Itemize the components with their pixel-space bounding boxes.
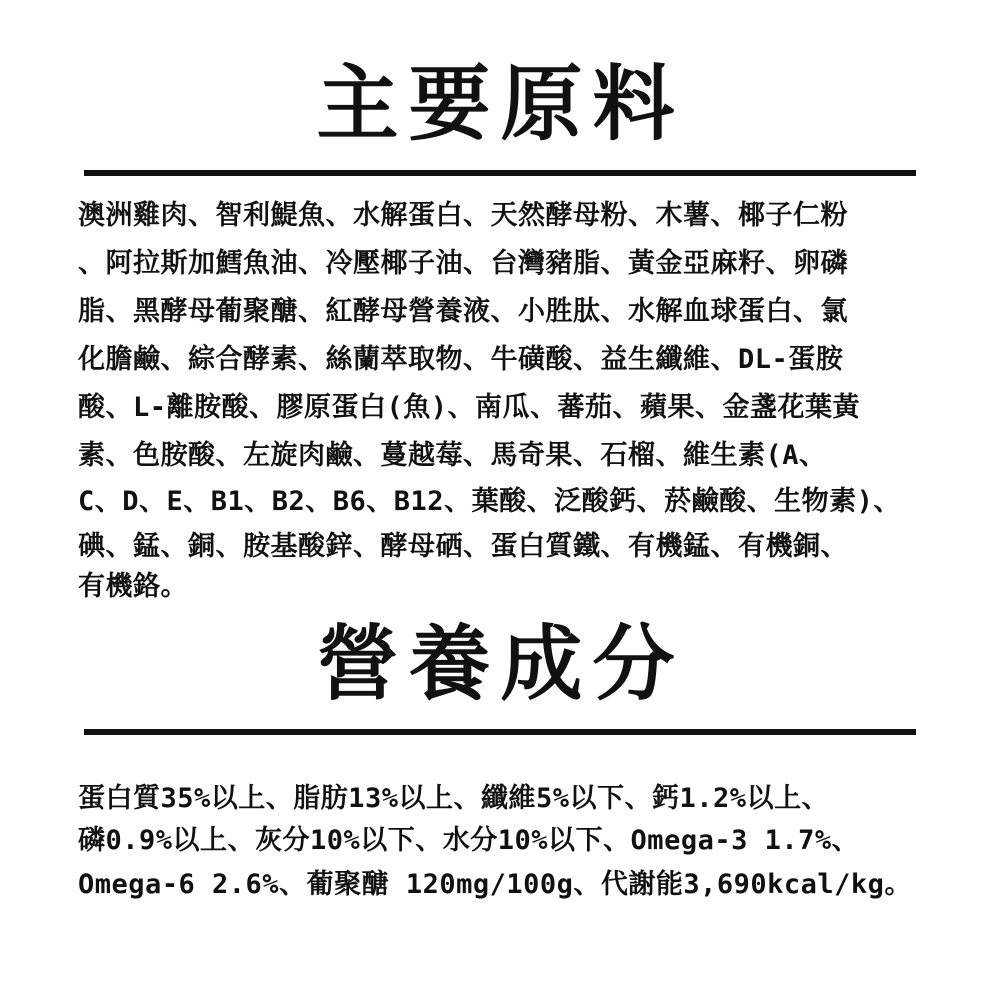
nutrition-divider <box>84 729 916 735</box>
nutrition-line: 蛋白質35%以上、脂肪13%以上、纖維5%以下、鈣1.2%以上、 <box>78 783 830 814</box>
ingredients-line: 素、色胺酸、左旋肉鹼、蔓越莓、馬奇果、石榴、維生素(A、 <box>78 440 827 471</box>
ingredients-line: 、阿拉斯加鱈魚油、冷壓椰子油、台灣豬脂、黃金亞麻籽、卵磷 <box>78 248 848 279</box>
nutrition-title: 營養成分 <box>316 617 685 712</box>
ingredients-line: 脂、黑酵母葡聚醣、紅酵母營養液、小胜肽、水解血球蛋白、氯 <box>78 296 848 327</box>
ingredients-line: 碘、錳、銅、胺基酸鋅、酵母硒、蛋白質鐵、有機錳、有機銅、 <box>78 531 848 562</box>
ingredients-line: 澳洲雞肉、智利鯷魚、水解蛋白、天然酵母粉、木薯、椰子仁粉 <box>78 200 848 231</box>
nutrition-line: Omega-6 2.6%、葡聚醣 120mg/100g、代謝能3,690kcal/kg。 <box>78 869 912 900</box>
nutrition-line: 磷0.9%以上、灰分10%以下、水分10%以下、Omega-3 1.7%、 <box>78 825 860 856</box>
ingredients-line: 化膽鹼、綜合酵素、絲蘭萃取物、牛磺酸、益生纖維、DL-蛋胺 <box>78 344 844 375</box>
ingredients-line: C、D、E、B1、B2、B6、B12、葉酸、泛酸鈣、菸鹼酸、生物素)、 <box>78 486 901 517</box>
ingredients-line: 酸、L-離胺酸、膠原蛋白(魚)、南瓜、蕃茄、蘋果、金盞花葉黃 <box>78 392 861 423</box>
ingredients-line: 有機鉻。 <box>78 571 188 602</box>
ingredients-divider <box>84 170 916 176</box>
ingredients-title: 主要原料 <box>316 57 685 152</box>
